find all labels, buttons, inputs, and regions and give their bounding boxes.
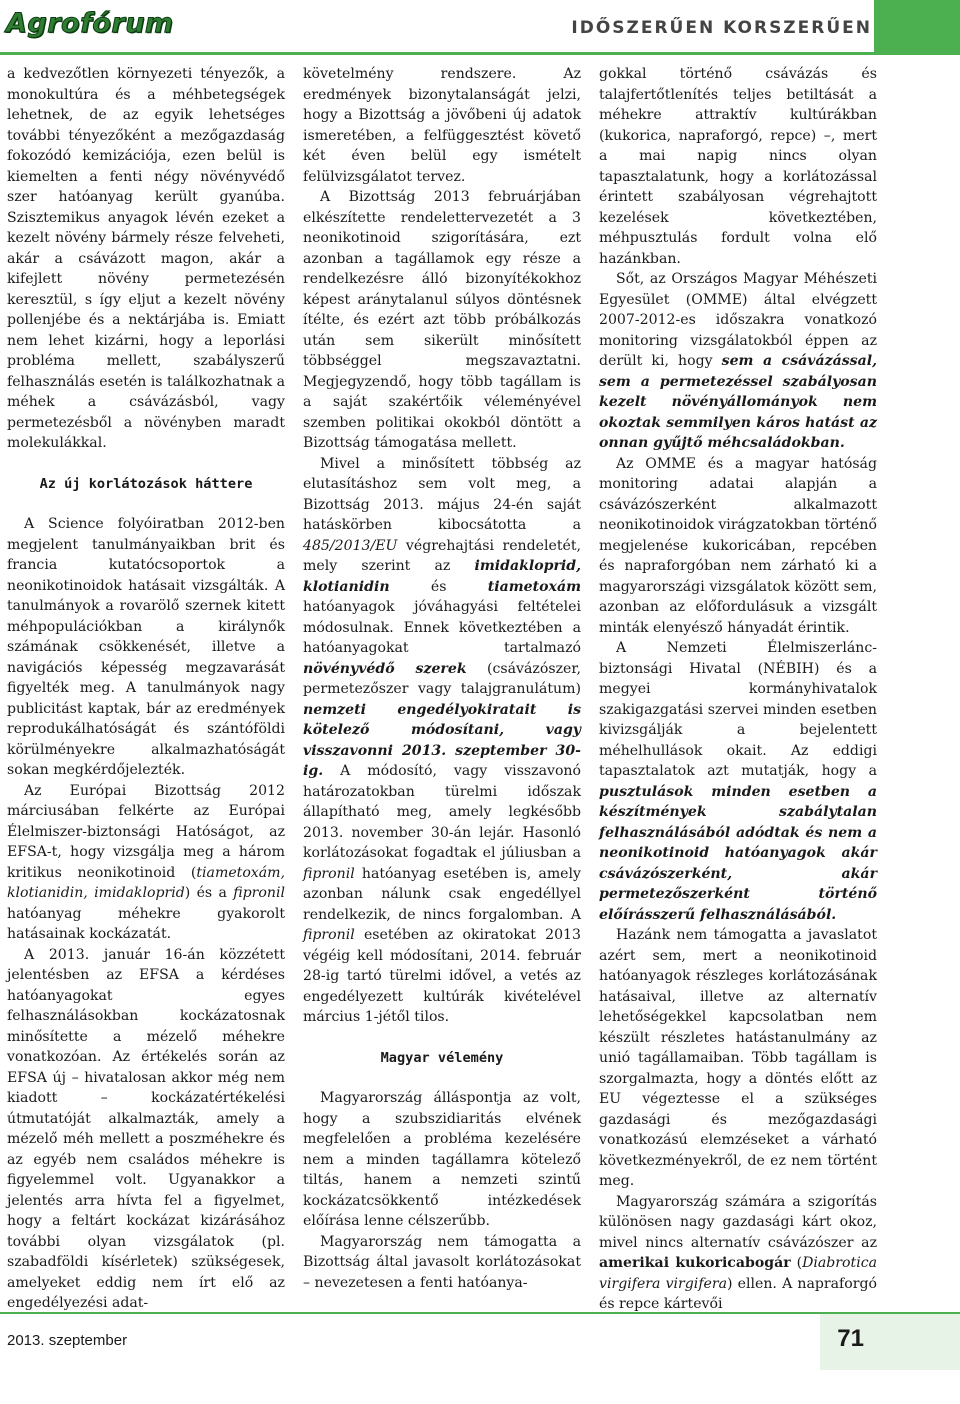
paragraph: Az Európai Bizottság 2012 márciusában felkérte az Európai Élelmiszer-biztonsági Hatóságot, az EFSA-t, hogy vizsgálja meg a három kritikus neonikotinoid (tiametoxám, klotianidin, imidakloprid) és a fipronil hatóanyag méhekre gyakorolt hatásainak kockázatát. bbox=[7, 782, 285, 942]
magazine-logo: Agrofórum bbox=[6, 8, 174, 39]
paragraph: a kedvezőtlen környezeti tényezők, a monokultúra és a méhbetegségek lehetnek, de az egyik lehetséges további tényezőként a mezőgazdaság fokozódó kemizációja, ezen belül is kiemelten a fenti négy növényvédő szer hatóanyag került gyanúba. Szisztemikus anyagok lévén ezeket a kezelt növény bármely része felveheti, akár a csávázott magon, akár a kifejlett növény permetezésén keresztül, s így eljut a kezelt növény pollenjébe és a nektárjába is. Emiatt nem lehet kizárni, hogy a leporlási probléma mellett, szabályszerű felhasználás esetén is találkozhatnak a méhek a csávázásból, vagy permetezésből a növényben maradt molekulákkal. bbox=[7, 66, 285, 451]
paragraph: A 2013. január 16-án közzétett jelentésben az EFSA a kérdéses hatóanyagokat egyes felhasználásokban kockázatosnak minősítette a mézelő méhekre vonatkozóan. Az értékelés során az EFSA új – hivatalosan akkor még nem kiadott – kockázatértékelési útmutatóját alkalmazták, amely a mézelő méh mellett a poszméhekre és az egyéb nem családos méhekre is figyelemmel volt. Ugyanakkor a jelentés arra hívta fel a figyelmet, hogy a feltárt kockázat kizárásához további olyan vizsgálatok (pl. szabadföldi kísérletek) szükségesek, amelyeket eddig nem írt elő az engedélyezési adat- bbox=[7, 946, 285, 1311]
section-title: IDŐSZERŰEN KORSZERŰEN bbox=[571, 18, 872, 38]
paragraph: követelmény rendszere. Az eredmények bizonytalanságát jelzi, hogy a Bizottság a jövőbeni új adatok ismeretében, a felfüggesztést követő két éven belül egy ismételt felülvizsgálatot tervez. bbox=[303, 66, 581, 185]
section-heading: Magyar vélemény bbox=[380, 1049, 504, 1066]
paragraph: Magyarország számára a szigorítás különösen nagy gazdasági kárt okoz, mivel nincs alternatív csávázószer az amerikai kukoricabogár (Diabrotica virgifera virgifera) ellen. A napraforgó és repce kártevői bbox=[599, 1193, 877, 1312]
paragraph: Magyarország nem támogatta a Bizottság által javasolt korlátozásokat – nevezetesen a fenti hatóanya- bbox=[303, 1233, 581, 1291]
header-accent-band bbox=[874, 0, 960, 52]
issue-date: 2013. szeptember bbox=[7, 1332, 128, 1349]
article-column-2 bbox=[303, 64, 581, 1293]
paragraph: A Science folyóiratban 2012-ben megjelent tanulmányaikban brit és francia kutatócsoportok a neonikotinoidok hatásait vizsgálták. A tanulmányok a rovarölő szernek kitett méhpopulációkban a királynők számának csökkenését, illetve a navigációs képesség megzavarását figyelték meg. A tanulmányok nagy publicitást kaptak, bár az eredmények reprodukálhatóságát és szántóföldi körülményekre alkalmazhatóságát sokan megkérdőjelezték. bbox=[7, 516, 285, 778]
paragraph: Mivel a minősített többség az elutasításhoz sem volt meg, a Bizottság 2013. május 24-én saját hatáskörben kibocsátotta a 485/2013/EU végrehajtási rendeletét, mely szerint az imidakloprid, klotianidin és tiametoxám hatóanyagok jóváhagyási feltételei módosulnak. Ennek következtében a hatóanyagokat tartalmazó növényvédő szerek (csávázószer, permetezőszer vagy talajgranulátum) nemzeti engedélyokiratait is kötelező módosítani, vagy visszavonni 2013. szeptember 30-ig. A módosító, vagy visszavonó határozatokban türelmi időszak állapítható meg, amely legkésőbb 2013. november 30-án lejár. Hasonló korlátozásokat fogadtak el júliusban a fipronil hatóanyag esetében is, amely azonban nálunk csak engedéllyel rendelkezik, de nincs forgalomban. A fipronil esetében az okiratokat 2013 végéig kell módosítani, 2014. február 28-ig tartó türelmi idővel, a vetés az engedélyezett kultúrák kivételével március 1-jétől tilos. bbox=[303, 455, 582, 1025]
paragraph: Sőt, az Országos Magyar Méhészeti Egyesület (OMME) által elvégzett 2007-2012-es időszakra vonatkozó monitoring vizsgálatokból éppen az derült ki, hogy sem a csávázással, sem a permetezéssel szabályosan kezelt növényállományok nem okoztak semmilyen káros hatást az onnan gyűjtő méhcsaládokban. bbox=[599, 271, 877, 451]
paragraph: A Bizottság 2013 februárjában elkészítette rendelettervezetét a 3 neonikotinoid szigorítására, ezt azonban a tagállamok egy része a rendelkezésre álló bizonyítékokhoz képest aránytalanul súlyos döntésnek ítélte, és ezért azt több próbálkozás után sem sikerült minősített többséggel megszavaztatni. Megjegyzendő, hogy több tagállam is a saját szakértőik véleményével szemben politikai okokból döntött a Bizottság támogatása mellett. bbox=[303, 189, 581, 451]
paragraph: A Nemzeti Élelmiszerlánc-biztonsági Hivatal (NÉBIH) és a megyei kormányhivatalok szakigazgatási szervei minden esetben kivizsgálják a bejelentett méhelhullások okait. Az eddigi tapasztalatok azt mutatják, hogy a pusztulások minden esetben a készítmények szabálytalan felhasználásából adódtak és nem a neonikotinoid hatóanyagok akár csávázószerként, akár permetezőszerként történő előírásszerű felhasználásából. bbox=[599, 640, 877, 923]
paragraph: Az OMME és a magyar hatóság monitoring adatai alapján a csávázószerként alkalmazott neonikotinoidok virágzatokban történő megjelenése kukoricában, repcében és napraforgóban nem zárható ki a magyarországi vizsgálatok között sem, azonban az előfordulásuk a vizsgált minták elenyésző hányadát érintik. bbox=[599, 455, 877, 636]
paragraph: gokkal történő csávázás és talajfertőtlenítés teljes betiltását a méhekre attraktív kultúrákban (kukorica, napraforgó, repce) –, mert a mai napig nincs olyan tapasztalatunk, hogy a korlátozással érintett szabályosan végrehajtott kezelések következtében, méhpusztulás fordult volna elő hazánkban. bbox=[599, 66, 877, 267]
article-column-1 bbox=[7, 64, 285, 1314]
header-rule bbox=[0, 52, 960, 55]
footer-rule bbox=[0, 1312, 960, 1314]
article-column-3 bbox=[599, 64, 877, 1315]
paragraph: Magyarország álláspontja az volt, hogy a szubszidiaritás elvének megfelelően a probléma kezelésére nem a minden tagállamra kötelező tiltás, hanem a nemzeti szintű kockázatcsökkentő intézkedések előírása lenne célszerűbb. bbox=[303, 1090, 581, 1229]
page-number: 71 bbox=[837, 1325, 864, 1352]
paragraph: Hazánk nem támogatta a javaslatot azért sem, mert a neonikotinoid hatóanyagok részleges korlátozásának hatásaival, illetve az alternatív lehetőségekkel kapcsolatban nem készült részletes hatástanulmány az unió tagállamaiban. Több tagállam is szorgalmazta, hogy a döntés előtt az EU végeztesse el a szükséges gazdasági és mezőgazdasági vonatkozású elemzéseket a várható következményekről, de ez nem történt meg. bbox=[599, 927, 877, 1189]
section-heading: Az új korlátozások háttere bbox=[39, 475, 253, 492]
